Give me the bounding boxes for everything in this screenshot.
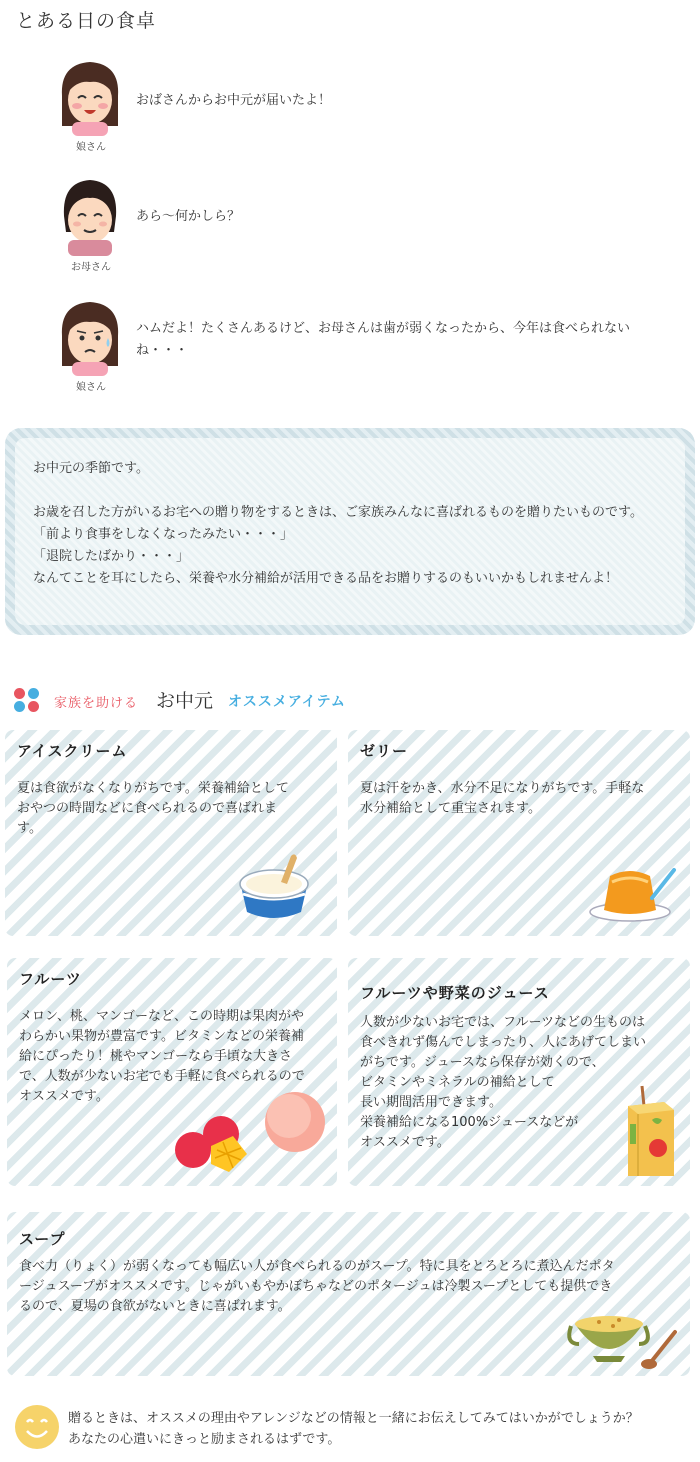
card-title: フルーツ [19,970,82,988]
avatar-mother [50,176,130,273]
card-line: メロン、桃、マンゴーなど、この時期は果肉がや [19,1009,304,1024]
card-line: ビタミンやミネラルの補給として [360,1075,555,1090]
intro-box [5,428,695,635]
soup-bowl-icon [565,1304,685,1370]
intro-line: お歳を召した方がいるお宅への贈り物をするときは、ご家族みんなに喜ばれるものを贈りたいものです。 [33,505,643,520]
intro-line: 「前より食事をしなくなったみたい・・・」 [33,527,294,542]
intro-line: お中元の季節です。 [33,461,149,476]
card-line: 栄養補給になる100%ジュースなどが [360,1115,579,1130]
card-line: 水分補給として重宝されます。 [360,801,541,816]
card-line: ージュスープがオススメです。じゃがいもやかぼちゃなどのポタージュは冷製スープとしても提供でき [19,1279,613,1294]
dialogue-text: おばさんからお中元が届いたよ！ [136,93,332,108]
card-line: がちです。ジュースなら保存が効くので、 [360,1055,605,1070]
page-title: とある日の食卓 [16,10,157,32]
card-line: 夏は食欲がなくなりがちです。栄養補給として [17,781,289,796]
smiley-icon [14,1404,60,1450]
card-line: るので、夏場の食欲がないときに喜ばれます。 [19,1299,291,1314]
section-heading [14,686,694,716]
card-line: す。 [17,821,42,836]
closing-text [68,1408,639,1450]
closing-note [14,1402,694,1452]
card-title: スープ [19,1230,66,1248]
section-main: お中元 [156,690,214,712]
card-line: 給にぴったり！桃やマンゴーなら手頃な大きさ [19,1049,293,1064]
card-line: 食べ力（りょく）が弱くなっても幅広い人が食べられるのがスープ。特に具をとろとろに煮込んだポタ [19,1259,615,1274]
card-title: ゼリー [360,742,409,760]
card-line: オススメです。 [360,1135,450,1150]
section-prefix: 家族を助ける [54,696,139,711]
fruits-icon [171,1090,331,1180]
card-title: フルーツや野菜のジュース [360,984,550,1002]
card-line: で、人数が少ないお宅でも手軽に食べられるので [19,1069,305,1084]
card-line: オススメです。 [19,1089,109,1104]
item-card-fruits [7,958,337,1186]
card-line: 長い期間活用できます。 [360,1095,502,1110]
speaker-label: 娘さん [76,142,106,153]
dialogue-text: ハムだよ！たくさんあるけど、お母さんは歯が弱くなったから、今年は食べられないね・・・ [136,321,631,358]
dialogue-row-3 [50,296,680,406]
daughter-worried-icon [50,296,130,378]
mother-smile-icon [50,176,130,258]
dots-icon [14,688,42,714]
item-card-ice-cream [5,730,337,936]
item-card-soup [7,1212,690,1376]
dialogue-row-2 [50,176,680,276]
juice-box-icon [622,1084,678,1180]
intro-inner [15,438,685,625]
card-line: わらかい果物が豊富です。ビタミンなどの栄養補 [19,1029,304,1044]
avatar-daughter [50,56,130,153]
intro-line: 「退院したばかり・・・」 [33,549,190,564]
daughter-happy-icon [50,56,130,138]
card-line: おやつの時間などに食べられるので喜ばれま [17,801,278,816]
speaker-label: お母さん [71,262,111,273]
intro-line: なんてことを耳にしたら、栄養や水分補給が活用できる品をお贈りするのもいいかもしれませんよ！ [33,571,619,586]
dialogue-row-1 [50,56,680,156]
avatar-daughter-worried [50,296,130,393]
card-title: アイスクリーム [17,742,128,760]
card-line: 夏は汗をかき、水分不足になりがちです。手軽な [360,781,645,796]
speaker-label: 娘さん [76,382,106,393]
card-body [360,779,678,819]
card-line: 人数が少ないお宅では、フルーツなどの生ものは [360,1015,645,1030]
ice-cream-cup-icon [237,848,311,922]
item-card-jelly [348,730,690,936]
card-body [17,779,325,839]
closing-line: 贈るときは、オススメの理由やアレンジなどの情報と一緒にお伝えしてみてはいかがでしょうか？ [68,1411,639,1426]
intro-line [33,480,667,502]
closing-line: あなたの心遣いにきっと励まされるはずです。 [68,1432,341,1447]
item-card-juice [348,958,690,1186]
jelly-icon [586,862,680,924]
dialogue-text: あら～何かしら？ [136,209,241,224]
section-suffix: オススメアイテム [228,694,346,710]
card-line: 食べきれず傷んでしまったり、人にあげてしまい [360,1035,647,1050]
